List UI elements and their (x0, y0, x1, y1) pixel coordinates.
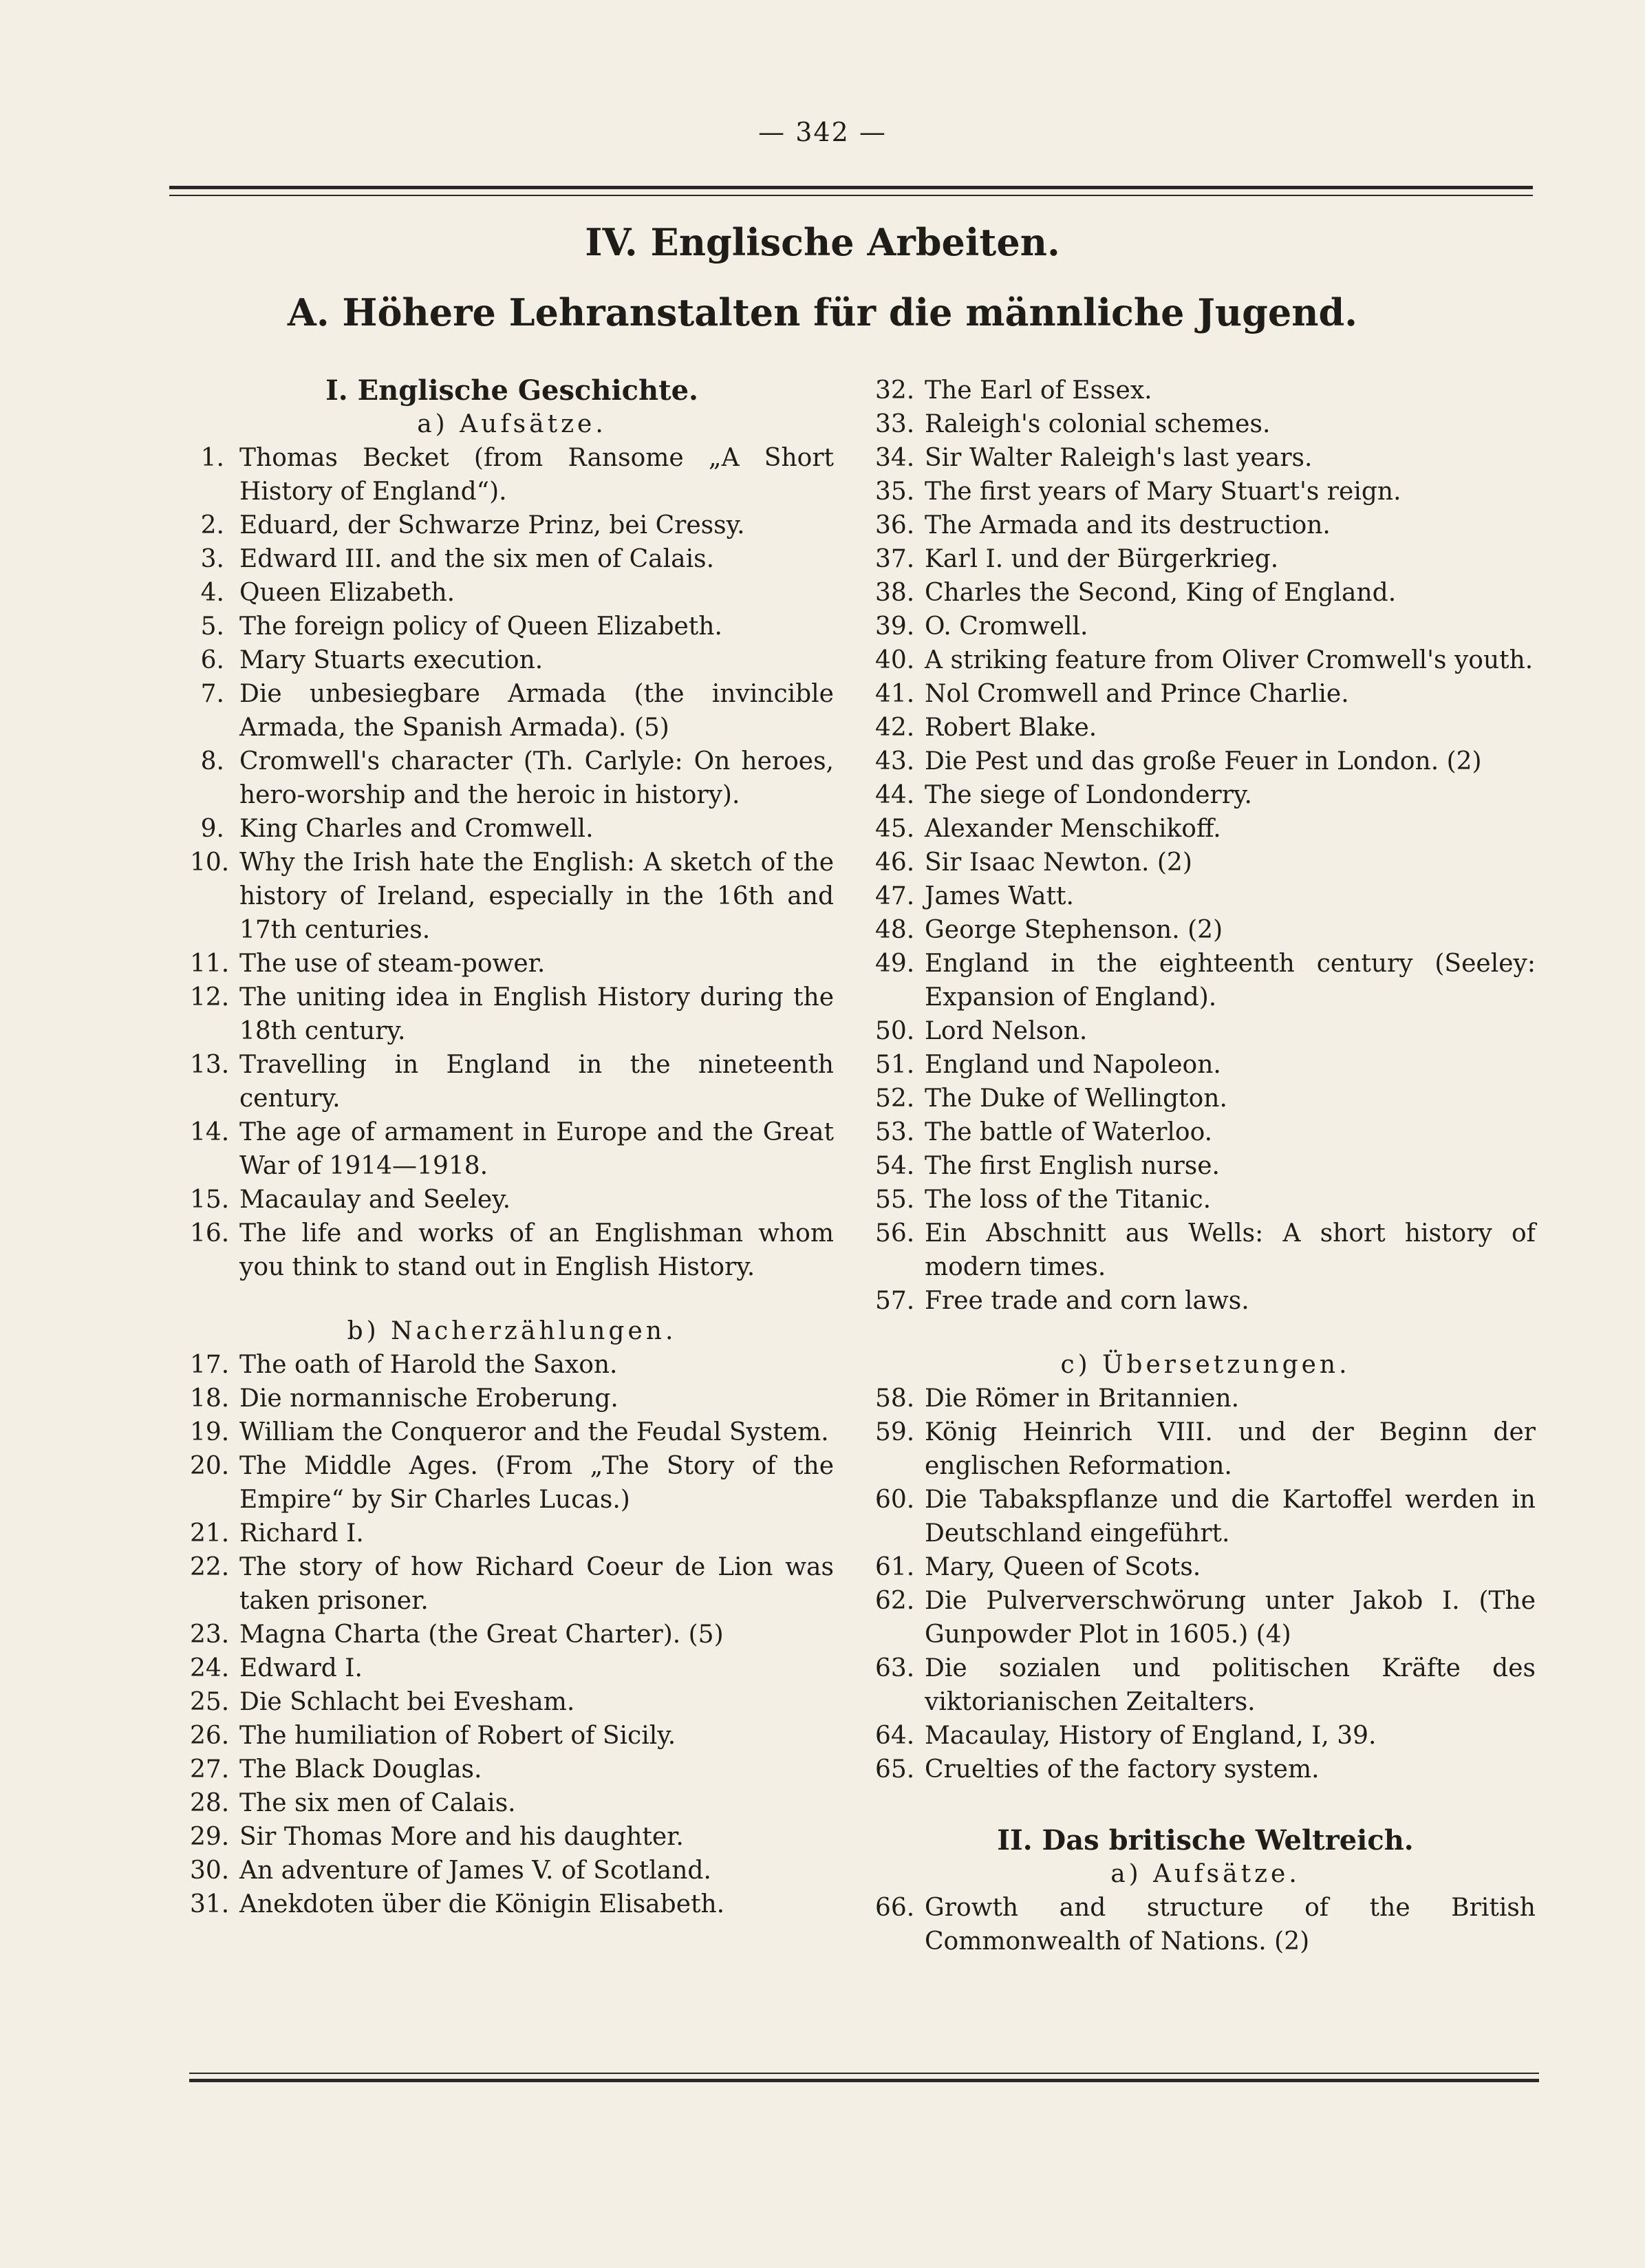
list-item (875, 1082, 1536, 1115)
list-item (190, 1048, 834, 1115)
list-item (190, 1820, 834, 1854)
list-item (875, 509, 1536, 542)
list-item (190, 1415, 834, 1449)
item-number: 33. (875, 410, 915, 438)
item-title: Karl I. und der Bürgerkrieg. (925, 545, 1279, 573)
item-title: Sir Walter Raleigh's last years. (925, 444, 1313, 472)
essays-list (190, 441, 834, 1284)
list-item (190, 1348, 834, 1382)
item-number: 21. (190, 1519, 230, 1548)
list-item (190, 1753, 834, 1786)
item-title: An adventure of James V. of Scotland. (239, 1857, 711, 1885)
item-title: Thomas Becket (from Ransome „A Short History of England“). (239, 444, 834, 506)
item-number: 5. (200, 612, 224, 641)
item-title: Cruelties of the factory system. (925, 1755, 1320, 1784)
list-item (875, 1149, 1536, 1183)
item-title: The battle of Waterloo. (925, 1118, 1213, 1146)
list-item (875, 913, 1536, 947)
list-item (875, 1048, 1536, 1082)
item-title: The Duke of Wellington. (925, 1084, 1227, 1113)
item-number: 29. (190, 1823, 230, 1851)
list-item (875, 677, 1536, 711)
item-title: England und Napoleon. (925, 1051, 1221, 1079)
heading-english-history: I. Englische Geschichte. (325, 374, 698, 407)
list-item (190, 1382, 834, 1415)
item-number: 3. (200, 545, 224, 573)
item-title: König Heinrich VIII. und der Beginn der englischen Reformation. (925, 1418, 1536, 1480)
item-number: 27. (190, 1755, 230, 1784)
item-number: 6. (200, 646, 224, 674)
item-number: 31. (190, 1890, 230, 1918)
item-title: Robert Blake. (925, 714, 1097, 742)
list-item (875, 1183, 1536, 1217)
item-title: Mary Stuarts execution. (239, 646, 544, 674)
item-number: 11. (190, 950, 230, 978)
item-title: Charles the Second, King of England. (925, 579, 1397, 607)
item-number: 59. (875, 1418, 915, 1446)
item-title: Die Pest und das große Feuer in London. (2) (925, 747, 1482, 775)
list-item (875, 1719, 1536, 1753)
translations-list (875, 1382, 1536, 1786)
item-title: The Earl of Essex. (925, 376, 1152, 405)
item-title: Die Pulververschwörung unter Jakob I. (The Gunpowder Plot in 1605.) (4) (925, 1587, 1536, 1649)
item-number: 60. (875, 1486, 915, 1514)
item-number: 40. (875, 646, 915, 674)
item-number: 2. (200, 511, 224, 539)
list-item (875, 745, 1536, 778)
item-number: 62. (875, 1587, 915, 1615)
item-title: A striking feature from Oliver Cromwell's youth. (925, 646, 1534, 674)
section-title: IV. Englische Arbeiten. (585, 220, 1060, 264)
list-item (190, 745, 834, 812)
item-title: Edward III. and the six men of Calais. (239, 545, 715, 573)
item-title: King Charles and Cromwell. (239, 815, 594, 843)
item-title: Die Tabakspflanze und die Kartoffel werden in Deutschland eingeführt. (925, 1486, 1536, 1548)
heading-translations: c) Übersetzungen. (1060, 1351, 1351, 1379)
item-title: The age of armament in Europe and the Great War of 1914—1918. (239, 1118, 834, 1180)
item-title: Travelling in England in the nineteenth century. (239, 1051, 834, 1113)
list-item (190, 1183, 834, 1217)
item-title: Die normannische Eroberung. (239, 1384, 619, 1413)
item-number: 7. (200, 680, 224, 708)
item-number: 19. (190, 1418, 230, 1446)
retellings-list-continued (875, 374, 1536, 1318)
page-number: — 342 — (758, 117, 887, 147)
item-number: 28. (190, 1789, 230, 1817)
list-item (875, 1550, 1536, 1584)
list-item (875, 711, 1536, 745)
top-rule-thick (169, 186, 1533, 189)
item-number: 54. (875, 1152, 915, 1180)
list-item (875, 947, 1536, 1014)
item-title: Mary, Queen of Scots. (925, 1553, 1201, 1581)
list-item (190, 1887, 834, 1921)
item-number: 4. (200, 579, 224, 607)
item-title: Anekdoten über die Königin Elisabeth. (239, 1890, 725, 1918)
item-title: Cromwell's character (Th. Carlyle: On heroes, hero-worship and the heroic in history). (239, 747, 834, 809)
item-number: 17. (190, 1351, 230, 1379)
item-number: 34. (875, 444, 915, 472)
item-number: 48. (875, 916, 915, 944)
item-number: 44. (875, 781, 915, 809)
item-title: Edward I. (239, 1654, 363, 1682)
list-item (875, 441, 1536, 475)
list-item (190, 643, 834, 677)
list-item (190, 1449, 834, 1517)
item-number: 24. (190, 1654, 230, 1682)
heading-essays-2: a) Aufsätze. (1110, 1860, 1300, 1888)
item-number: 42. (875, 714, 915, 742)
item-title: The use of steam-power. (239, 950, 546, 978)
item-number: 12. (190, 983, 230, 1012)
item-title: The life and works of an Englishman whom you think to stand out in English History. (239, 1219, 834, 1281)
list-item (190, 1550, 834, 1618)
item-number: 8. (200, 747, 224, 775)
list-item (875, 407, 1536, 441)
list-item (875, 475, 1536, 509)
item-number: 64. (875, 1722, 915, 1750)
item-number: 46. (875, 848, 915, 877)
item-number: 45. (875, 815, 915, 843)
item-title: George Stephenson. (2) (925, 916, 1223, 944)
item-number: 25. (190, 1688, 230, 1716)
item-number: 55. (875, 1186, 915, 1214)
list-item (875, 1115, 1536, 1149)
list-item (190, 1719, 834, 1753)
list-item (875, 778, 1536, 812)
item-title: The Middle Ages. (From „The Story of the Empire“ by Sir Charles Lucas.) (239, 1452, 834, 1514)
list-item (190, 1115, 834, 1183)
item-number: 20. (190, 1452, 230, 1480)
item-number: 15. (190, 1186, 230, 1214)
list-item (875, 610, 1536, 643)
list-item (875, 1217, 1536, 1284)
list-item (190, 812, 834, 846)
list-item (875, 1415, 1536, 1483)
item-number: 18. (190, 1384, 230, 1413)
item-number: 14. (190, 1118, 230, 1146)
item-title: Richard I. (239, 1519, 364, 1548)
item-title: Lord Nelson. (925, 1017, 1088, 1045)
item-number: 32. (875, 376, 915, 405)
item-title: Macaulay, History of England, I, 39. (925, 1722, 1377, 1750)
list-item (190, 1685, 834, 1719)
right-column (875, 374, 1536, 1958)
list-item (875, 1651, 1536, 1719)
empire-essays-list (875, 1891, 1536, 1958)
list-item (875, 1284, 1536, 1318)
list-item (190, 441, 834, 509)
item-title: William the Conqueror and the Feudal System. (239, 1418, 829, 1446)
list-item (190, 509, 834, 542)
item-number: 47. (875, 882, 915, 910)
list-item (875, 643, 1536, 677)
item-number: 36. (875, 511, 915, 539)
item-number: 50. (875, 1017, 915, 1045)
heading-essays: a) Aufsätze. (417, 410, 607, 438)
item-title: The story of how Richard Coeur de Lion was taken prisoner. (239, 1553, 834, 1615)
subsection-title: A. Höhere Lehranstalten für die männliche Jugend. (287, 290, 1358, 334)
item-title: Alexander Menschikoff. (925, 815, 1221, 843)
heading-retellings: b) Nacherzählungen. (347, 1317, 677, 1345)
item-title: Die Schlacht bei Evesham. (239, 1688, 575, 1716)
bottom-rule-thin (189, 2073, 1539, 2074)
item-number: 39. (875, 612, 915, 641)
list-item (190, 542, 834, 576)
list-item (875, 1483, 1536, 1550)
item-title: The Black Douglas. (239, 1755, 482, 1784)
item-title: Ein Abschnitt aus Wells: A short history of modern times. (925, 1219, 1536, 1281)
item-number: 51. (875, 1051, 915, 1079)
item-title: The foreign policy of Queen Elizabeth. (239, 612, 722, 641)
item-number: 41. (875, 680, 915, 708)
list-item (190, 576, 834, 610)
item-title: The humiliation of Robert of Sicily. (239, 1722, 676, 1750)
list-item (875, 879, 1536, 913)
item-title: Magna Charta (the Great Charter). (5) (239, 1620, 724, 1649)
list-item (875, 374, 1536, 407)
item-number: 57. (875, 1287, 915, 1315)
item-title: Die sozialen und politischen Kräfte des viktorianischen Zeitalters. (925, 1654, 1536, 1716)
item-title: Die unbesiegbare Armada (the invincible Armada, the Spanish Armada). (5) (239, 680, 834, 742)
list-item (190, 846, 834, 947)
item-title: O. Cromwell. (925, 612, 1088, 641)
list-item (875, 1891, 1536, 1958)
item-title: The oath of Harold the Saxon. (239, 1351, 618, 1379)
item-title: James Watt. (925, 882, 1074, 910)
item-number: 38. (875, 579, 915, 607)
item-number: 16. (190, 1219, 230, 1248)
item-title: England in the eighteenth century (Seeley: Expansion of England). (925, 950, 1536, 1012)
item-title: Macaulay and Seeley. (239, 1186, 511, 1214)
item-number: 63. (875, 1654, 915, 1682)
list-item (875, 1382, 1536, 1415)
item-number: 35. (875, 478, 915, 506)
item-number: 61. (875, 1553, 915, 1581)
item-number: 30. (190, 1857, 230, 1885)
list-item (875, 542, 1536, 576)
item-title: The siege of Londonderry. (925, 781, 1252, 809)
item-number: 65. (875, 1755, 915, 1784)
item-title: Nol Cromwell and Prince Charlie. (925, 680, 1349, 708)
item-number: 66. (875, 1894, 915, 1922)
heading-british-empire: II. Das britische Weltreich. (997, 1824, 1414, 1857)
list-item (190, 610, 834, 643)
item-title: The Armada and its destruction. (925, 511, 1331, 539)
list-item (875, 1014, 1536, 1048)
item-title: Queen Elizabeth. (239, 579, 455, 607)
list-item (190, 1786, 834, 1820)
item-number: 49. (875, 950, 915, 978)
item-title: The first years of Mary Stuart's reign. (925, 478, 1401, 506)
item-number: 22. (190, 1553, 230, 1581)
item-number: 52. (875, 1084, 915, 1113)
item-number: 53. (875, 1118, 915, 1146)
item-number: 9. (200, 815, 224, 843)
item-title: Free trade and corn laws. (925, 1287, 1249, 1315)
item-title: Sir Isaac Newton. (2) (925, 848, 1192, 877)
list-item (190, 677, 834, 745)
item-number: 37. (875, 545, 915, 573)
item-number: 13. (190, 1051, 230, 1079)
list-item (190, 1217, 834, 1284)
bottom-rule-thick (189, 2079, 1539, 2082)
item-title: The loss of the Titanic. (925, 1186, 1212, 1214)
top-rule-thin (169, 195, 1533, 196)
list-item (190, 1651, 834, 1685)
list-item (190, 1618, 834, 1651)
item-number: 1. (200, 444, 224, 472)
list-item (190, 1517, 834, 1550)
item-title: The six men of Calais. (239, 1789, 516, 1817)
item-number: 58. (875, 1384, 915, 1413)
list-item (875, 812, 1536, 846)
item-title: The uniting idea in English History during the 18th century. (239, 983, 834, 1045)
list-item (875, 846, 1536, 879)
item-title: The first English nurse. (925, 1152, 1220, 1180)
left-column (190, 374, 834, 1921)
item-title: Raleigh's colonial schemes. (925, 410, 1271, 438)
retellings-list (190, 1348, 834, 1921)
item-title: Eduard, der Schwarze Prinz, bei Cressy. (239, 511, 745, 539)
item-title: Die Römer in Britannien. (925, 1384, 1240, 1413)
list-item (875, 576, 1536, 610)
item-number: 10. (190, 848, 230, 877)
list-item (875, 1584, 1536, 1651)
list-item (190, 1854, 834, 1887)
item-title: Growth and structure of the British Commonwealth of Nations. (2) (925, 1894, 1536, 1956)
item-title: Why the Irish hate the English: A sketch of the history of Ireland, especially in the 16th and 17th centuries. (239, 848, 834, 944)
item-number: 56. (875, 1219, 915, 1248)
item-title: Sir Thomas More and his daughter. (239, 1823, 684, 1851)
item-number: 23. (190, 1620, 230, 1649)
list-item (190, 947, 834, 981)
list-item (875, 1753, 1536, 1786)
item-number: 43. (875, 747, 915, 775)
item-number: 26. (190, 1722, 230, 1750)
list-item (190, 981, 834, 1048)
